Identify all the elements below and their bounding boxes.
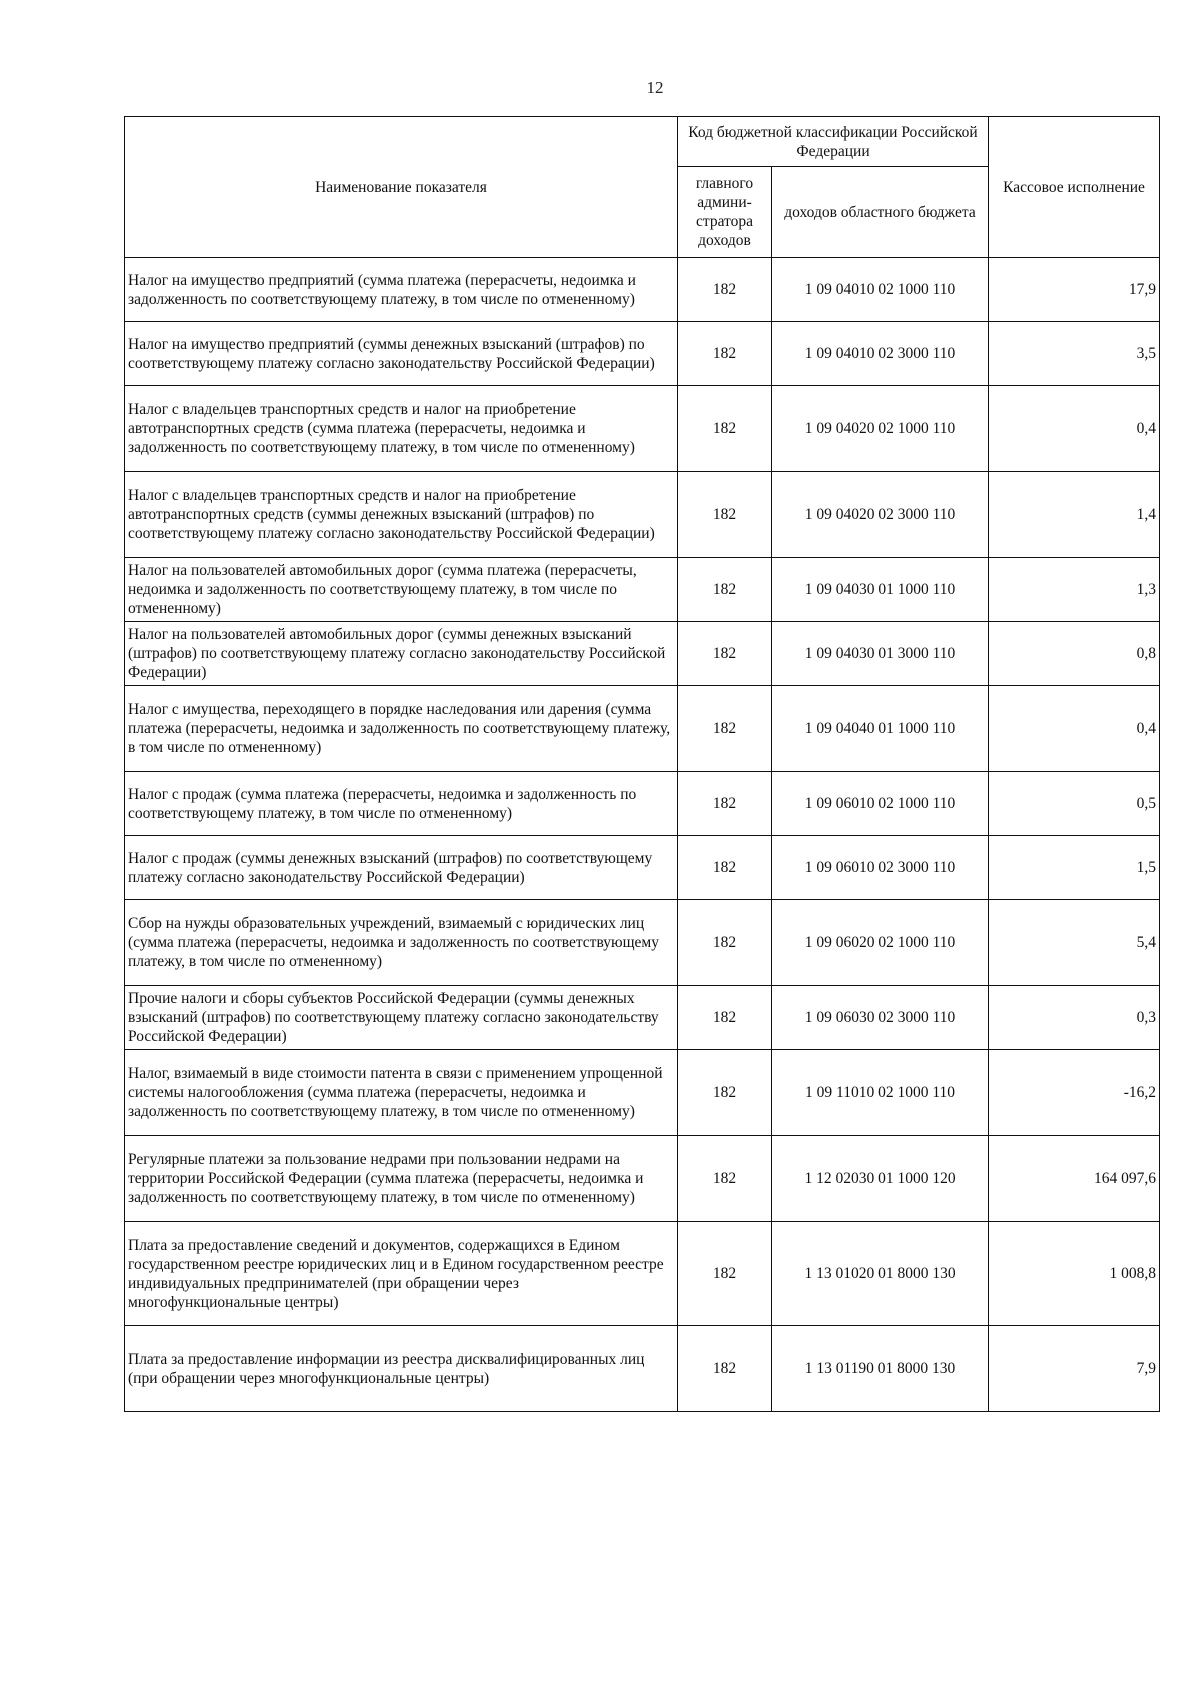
- cash-execution-cell: 1,4: [989, 472, 1160, 558]
- table-row: [125, 322, 1160, 386]
- indicator-name-cell: Прочие налоги и сборы субъектов Российской Федерации (суммы денежных взысканий (штрафов) по соответствующему платежу согласно законодательству Российской Федерации): [125, 986, 678, 1050]
- header-regional-budget-revenue: доходов областного бюджета: [772, 167, 989, 258]
- revenue-code-cell: 1 09 04010 02 1000 110: [772, 258, 989, 322]
- table-row: [125, 622, 1160, 686]
- administrator-code-cell: 182: [678, 986, 772, 1050]
- revenue-code-cell: 1 13 01020 01 8000 130: [772, 1222, 989, 1326]
- table-row: [125, 386, 1160, 472]
- cash-execution-cell: 0,8: [989, 622, 1160, 686]
- table-row: [125, 900, 1160, 986]
- revenue-code-cell: 1 12 02030 01 1000 120: [772, 1136, 989, 1222]
- revenue-code-cell: 1 09 04010 02 3000 110: [772, 322, 989, 386]
- revenue-code-cell: 1 09 06020 02 1000 110: [772, 900, 989, 986]
- revenue-code-cell: 1 09 04030 01 3000 110: [772, 622, 989, 686]
- indicator-name-cell: Сбор на нужды образовательных учреждений, взимаемый с юридических лиц (сумма платежа (перерасчеты, недоимка и задолженность по соответствующему платежу, в том числе по отмененному): [125, 900, 678, 986]
- administrator-code-cell: 182: [678, 622, 772, 686]
- cash-execution-cell: 0,3: [989, 986, 1160, 1050]
- revenue-code-cell: 1 09 06030 02 3000 110: [772, 986, 989, 1050]
- indicator-name-cell: Налог с продаж (сумма платежа (перерасчеты, недоимка и задолженность по соответствующему платежу, в том числе по отмененному): [125, 772, 678, 836]
- table-row: [125, 1050, 1160, 1136]
- table-row: [125, 1136, 1160, 1222]
- indicator-name-cell: Налог на имущество предприятий (сумма платежа (перерасчеты, недоимка и задолженность по соответствующему платежу, в том числе по отмененному): [125, 258, 678, 322]
- administrator-code-cell: 182: [678, 322, 772, 386]
- cash-execution-cell: 3,5: [989, 322, 1160, 386]
- table-row: [125, 258, 1160, 322]
- indicator-name-cell: Налог на пользователей автомобильных дорог (сумма платежа (перерасчеты, недоимка и задолженность по соответствующему платежу, в том числе по отмененному): [125, 558, 678, 622]
- administrator-code-cell: 182: [678, 900, 772, 986]
- administrator-code-cell: 182: [678, 772, 772, 836]
- revenue-code-cell: 1 13 01190 01 8000 130: [772, 1326, 989, 1412]
- indicator-name-cell: Налог с продаж (суммы денежных взысканий (штрафов) по соответствующему платежу согласно законодательству Российской Федерации): [125, 836, 678, 900]
- table-row: [125, 1222, 1160, 1326]
- revenue-code-cell: 1 09 04030 01 1000 110: [772, 558, 989, 622]
- revenue-code-cell: 1 09 04020 02 1000 110: [772, 386, 989, 472]
- revenue-code-cell: 1 09 11010 02 1000 110: [772, 1050, 989, 1136]
- header-indicator-name: Наименование показателя: [125, 117, 678, 258]
- indicator-name-cell: Регулярные платежи за пользование недрами при пользовании недрами на территории Российской Федерации (сумма платежа (перерасчеты, недоимка и задолженность по соответствующему платежу, в том числе по отмененному): [125, 1136, 678, 1222]
- cash-execution-cell: 5,4: [989, 900, 1160, 986]
- cash-execution-cell: 164 097,6: [989, 1136, 1160, 1222]
- cash-execution-cell: -16,2: [989, 1050, 1160, 1136]
- administrator-code-cell: 182: [678, 1136, 772, 1222]
- table-row: [125, 772, 1160, 836]
- table-row: [125, 986, 1160, 1050]
- administrator-code-cell: 182: [678, 386, 772, 472]
- administrator-code-cell: 182: [678, 558, 772, 622]
- cash-execution-cell: 1,5: [989, 836, 1160, 900]
- administrator-code-cell: 182: [678, 1050, 772, 1136]
- cash-execution-cell: 0,5: [989, 772, 1160, 836]
- cash-execution-cell: 0,4: [989, 686, 1160, 772]
- header-cash-execution: Кассовое исполнение: [989, 117, 1160, 258]
- revenue-code-cell: 1 09 06010 02 3000 110: [772, 836, 989, 900]
- administrator-code-cell: 182: [678, 472, 772, 558]
- cash-execution-cell: 1,3: [989, 558, 1160, 622]
- table-row: [125, 472, 1160, 558]
- administrator-code-cell: 182: [678, 836, 772, 900]
- revenue-code-cell: 1 09 06010 02 1000 110: [772, 772, 989, 836]
- revenue-code-cell: 1 09 04020 02 3000 110: [772, 472, 989, 558]
- table-row: [125, 1326, 1160, 1412]
- header-budget-classification-code: Код бюджетной классификации Российской Федерации: [678, 117, 989, 167]
- cash-execution-cell: 0,4: [989, 386, 1160, 472]
- table-row: [125, 686, 1160, 772]
- cash-execution-cell: 17,9: [989, 258, 1160, 322]
- budget-revenue-table: [124, 116, 1160, 1412]
- indicator-name-cell: Налог на пользователей автомобильных дорог (суммы денежных взысканий (штрафов) по соответствующему платежу согласно законодательству Российской Федерации): [125, 622, 678, 686]
- header-main-administrator: главного админи-стратора доходов: [678, 167, 772, 258]
- revenue-code-cell: 1 09 04040 01 1000 110: [772, 686, 989, 772]
- indicator-name-cell: Налог с владельцев транспортных средств и налог на приобретение автотранспортных средств (суммы денежных взысканий (штрафов) по соответствующему платежу согласно законодательству Российской Федерации): [125, 472, 678, 558]
- indicator-name-cell: Налог, взимаемый в виде стоимости патента в связи с применением упрощенной системы налогообложения (сумма платежа (перерасчеты, недоимка и задолженность по соответствующему платежу, в том числе по отмененному): [125, 1050, 678, 1136]
- page-number: 12: [646, 78, 664, 97]
- administrator-code-cell: 182: [678, 1222, 772, 1326]
- indicator-name-cell: Налог с имущества, переходящего в порядке наследования или дарения (сумма платежа (перерасчеты, недоимка и задолженность по соответствующему платежу, в том числе по отмененному): [125, 686, 678, 772]
- indicator-name-cell: Налог с владельцев транспортных средств и налог на приобретение автотранспортных средств (сумма платежа (перерасчеты, недоимка и задолженность по соответствующему платежу, в том числе по отмененному): [125, 386, 678, 472]
- cash-execution-cell: 7,9: [989, 1326, 1160, 1412]
- table-row: [125, 558, 1160, 622]
- administrator-code-cell: 182: [678, 1326, 772, 1412]
- indicator-name-cell: Плата за предоставление сведений и документов, содержащихся в Едином государственном реестре юридических лиц и в Едином государственном реестре индивидуальных предпринимателей (при обращении через многофункциональные центры): [125, 1222, 678, 1326]
- indicator-name-cell: Налог на имущество предприятий (суммы денежных взысканий (штрафов) по соответствующему платежу согласно законодательству Российской Федерации): [125, 322, 678, 386]
- cash-execution-cell: 1 008,8: [989, 1222, 1160, 1326]
- table-row: [125, 836, 1160, 900]
- administrator-code-cell: 182: [678, 686, 772, 772]
- administrator-code-cell: 182: [678, 258, 772, 322]
- indicator-name-cell: Плата за предоставление информации из реестра дисквалифицированных лиц (при обращении через многофункциональные центры): [125, 1326, 678, 1412]
